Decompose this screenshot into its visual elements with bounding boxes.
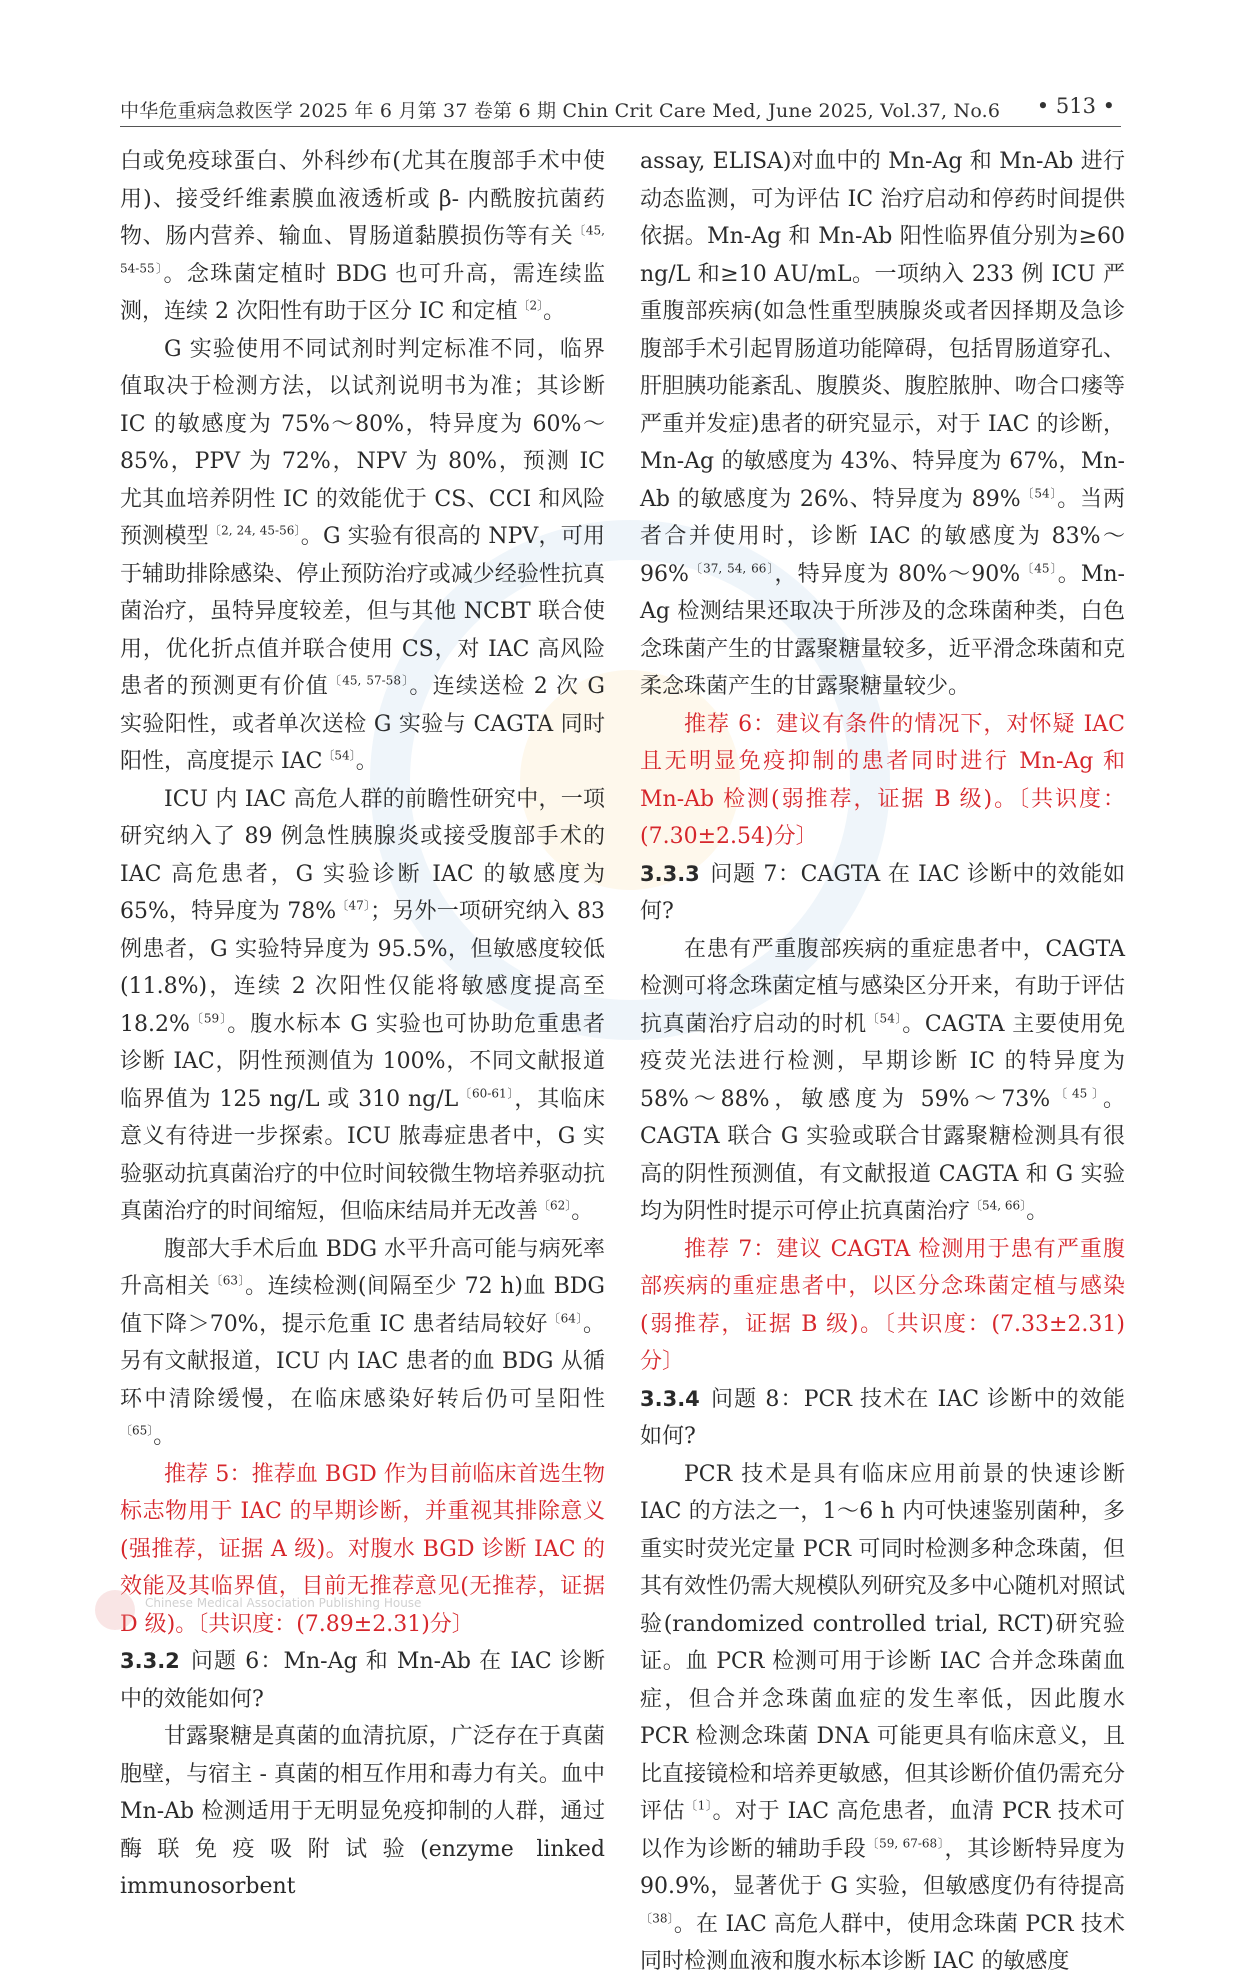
- section-heading: [640, 1381, 1125, 1456]
- recommendation: [120, 1456, 605, 1644]
- text-run: 甘露聚糖是真菌的血清抗原，广泛存在于真菌胞壁，与宿主 - 真菌的相互作用和毒力有关。血中 Mn-Ab 检测适用于无明显免疫抑制的人群，通过酶联免疫吸附试验(enzyme linked immunosorbent: [120, 1724, 605, 1899]
- recommendation: [640, 1231, 1125, 1381]
- citation: 〔45, 57-58〕: [329, 673, 410, 688]
- section-number: 3.3.4: [640, 1386, 700, 1411]
- publisher-watermark: Chinese Medical Association Publishing House: [145, 1596, 422, 1610]
- text-run: 。腹水标本 G 实验也可协助危重患者诊断 IAC，阴性预测值为 100%，不同文献报道临界值为 125 ng/L 或 310 ng/L: [120, 1011, 605, 1112]
- section-number: 3.3.2: [120, 1649, 180, 1673]
- publisher-logo-icon: [95, 1590, 135, 1630]
- text-run: 。对于 IAC 高危患者，血清 PCR 技术可以作为诊断的辅助手段: [640, 1799, 1125, 1862]
- citation: 〔2〕: [517, 298, 544, 313]
- text-run: 问题 8：PCR 技术在 IAC 诊断中的效能如何?: [640, 1386, 1125, 1449]
- running-header: [120, 92, 1121, 127]
- text-run: 。: [571, 1199, 594, 1224]
- text-run: ，特异度为 80%～90%: [774, 561, 1021, 587]
- citation: 〔1〕: [685, 1798, 713, 1813]
- citation: 〔60-61〕: [458, 1086, 515, 1101]
- body-paragraph: [640, 1456, 1125, 1981]
- citation: 〔54〕: [1020, 486, 1058, 501]
- body-paragraph: [120, 781, 605, 1231]
- citation: 〔59, 67-68〕: [866, 1836, 945, 1851]
- body-paragraph: [120, 143, 605, 331]
- text-run: 。Mn-Ag 检测结果还取决于所涉及的念珠菌种类，白色念珠菌产生的甘露聚糖量较多，近平滑念珠菌和克柔念珠菌产生的甘露聚糖量较少。: [640, 561, 1125, 699]
- text-run: ，其诊断特异度为 90.9%，显著优于 G 实验，但敏感度仍有待提高: [640, 1836, 1125, 1899]
- body-paragraph: [640, 931, 1125, 1231]
- left-column: [120, 143, 605, 1906]
- citation: 〔59〕: [189, 1011, 228, 1026]
- recommendation: [640, 706, 1125, 856]
- citation: 〔45〕: [1050, 1086, 1103, 1101]
- text-run: 。在 IAC 高危人群中，使用念珠菌 PCR 技术同时检测血液和腹水标本诊断 IAC 的敏感度: [640, 1911, 1125, 1974]
- citation: 〔65〕: [120, 1423, 154, 1438]
- text-run: 。CAGTA 联合 G 实验或联合甘露聚糖检测具有很高的阴性预测值，有文献报道 CAGTA 和 G 实验均为阴性时提示可停止抗真菌治疗: [640, 1086, 1125, 1224]
- page-number: • 513 •: [1036, 94, 1115, 118]
- citation: 〔37, 54, 66〕: [688, 561, 775, 576]
- section-number: 3.3.3: [640, 861, 700, 886]
- citation: 〔54, 66〕: [970, 1198, 1027, 1213]
- citation: 〔54〕: [866, 1011, 903, 1026]
- text-run: 推荐 5：推荐血 BGD 作为目前临床首选生物标志物用于 IAC 的早期诊断，并重视其排除意义(强推荐，证据 A 级)。对腹水 BGD 诊断 IAC 的效能及其临界值，目前无推荐意见(无推荐，证据 D 级)。〔共识度：(7.89±2.31)分〕: [120, 1461, 605, 1637]
- text-run: 腹部大手术后血 BDG 水平升高可能与病死率升高相关: [120, 1236, 605, 1299]
- text-run: 。念珠菌定植时 BDG 也可升高，需连续监测，连续 2 次阳性有助于区分 IC 和定植: [120, 261, 605, 324]
- citation: 〔62〕: [538, 1198, 572, 1213]
- citation: 〔64〕: [548, 1311, 583, 1326]
- text-run: 。连续检测(间隔至少 72 h)血 BDG 值下降＞70%，提示危重 IC 患者结局较好: [120, 1274, 605, 1337]
- body-paragraph: [120, 1231, 605, 1456]
- text-run: ；另外一项研究纳入 83 例患者，G 实验特异度为 95.5%，但敏感度较低(11.8%)，连续 2 次阳性仅能将敏感度提高至 18.2%: [120, 899, 605, 1037]
- text-run: 。另有文献报道，ICU 内 IAC 患者的血 BDG 从循环中清除缓慢，在临床感染好转后仍可呈阳性: [120, 1311, 605, 1412]
- citation: 〔2, 24, 45-56〕: [208, 523, 301, 538]
- citation: 〔45〕: [1020, 561, 1058, 576]
- text-run: 。: [1026, 1199, 1049, 1224]
- section-heading: [640, 856, 1125, 931]
- text-run: 。CAGTA 主要使用免疫荧光法进行检测，早期诊断 IC 的特异度为 58%～88%，敏感度为 59%～73%: [640, 1011, 1125, 1112]
- text-run: 。连续送检 2 次 G 实验阳性，或者单次送检 G 实验与 CAGTA 同时阳性，高度提示 IAC: [120, 674, 605, 774]
- citation: 〔38〕: [640, 1911, 674, 1926]
- citation: 〔54〕: [322, 748, 356, 763]
- text-run: 。: [355, 749, 378, 774]
- text-run: ，其临床意义有待进一步探索。ICU 脓毒症患者中，G 实验驱动抗真菌治疗的中位时间较微生物培养驱动抗真菌治疗的时间缩短，但临床结局并无改善: [120, 1086, 605, 1224]
- text-run: ICU 内 IAC 高危人群的前瞻性研究中，一项研究纳入了 89 例急性胰腺炎或接受腹部手术的 IAC 高危患者，G 实验诊断 IAC 的敏感度为 65%，特异度为 78%: [120, 786, 605, 924]
- right-column: [640, 143, 1125, 1981]
- citation: 〔63〕: [210, 1273, 246, 1288]
- text-run: assay, ELISA)对血中的 Mn-Ag 和 Mn-Ab 进行动态监测，可为评估 IC 治疗启动和停药时间提供依据。Mn-Ag 和 Mn-Ab 阳性临界值分别为≥60 ng/L 和≥10 AU/mL。一项纳入 233 例 ICU 严重腹部疾病(如急性重型胰腺炎或者因择期及急诊腹部手术引起胃肠道功能障碍，包括胃肠道穿孔、肝胆胰功能紊乱、腹膜炎、腹腔脓肿、吻合口瘘等严重并发症)患者的研究显示，对于 IAC 的诊断，Mn-Ag 的敏感度为 43%、特异度为 67%，Mn-Ab 的敏感度为 26%、特异度为 89%: [640, 149, 1125, 512]
- body-paragraph: [120, 1718, 605, 1906]
- body-paragraph: [640, 143, 1125, 706]
- body-paragraph: [120, 331, 605, 781]
- citation: 〔45, 54-55〕: [120, 223, 605, 276]
- text-run: 问题 7：CAGTA 在 IAC 诊断中的效能如何?: [640, 861, 1125, 924]
- text-run: PCR 技术是具有临床应用前景的快速诊断 IAC 的方法之一，1～6 h 内可快速鉴别菌种，多重实时荧光定量 PCR 可同时检测多种念珠菌，但其有效性仍需大规模队列研究及多中心随机对照试验(randomized controlled trial, RCT)研究验证。血 PCR 检测可用于诊断 IAC 合并念珠菌血症，但合并念珠菌血症的发生率低，因此腹水 PCR 检测念珠菌 DNA 可能更具有临床意义，且比直接镜检和培养更敏感，但其诊断价值仍需充分评估: [640, 1461, 1125, 1824]
- text-run: 推荐 7：建议 CAGTA 检测用于患有严重腹部疾病的重症患者中，以区分念珠菌定植与感染(弱推荐，证据 B 级)。〔共识度：(7.33±2.31)分〕: [640, 1236, 1125, 1374]
- text-run: 问题 6：Mn-Ag 和 Mn-Ab 在 IAC 诊断中的效能如何?: [120, 1649, 605, 1712]
- journal-info: 中华危重病急救医学 2025 年 6 月第 37 卷第 6 期 Chin Crit Care Med, June 2025, Vol.37, No.6: [120, 100, 1001, 122]
- text-run: 。当两者合并使用时，诊断 IAC 的敏感度为 83%～96%: [640, 486, 1125, 587]
- text-run: 推荐 6：建议有条件的情况下，对怀疑 IAC 且无明显免疫抑制的患者同时进行 Mn-Ag 和 Mn-Ab 检测(弱推荐，证据 B 级)。〔共识度：(7.30±2.54)分〕: [640, 711, 1125, 849]
- text-run: 白或免疫球蛋白、外科纱布(尤其在腹部手术中使用)、接受纤维素膜血液透析或 β- 内酰胺抗菌药物、肠内营养、输血、胃肠道黏膜损伤等有关: [120, 149, 605, 249]
- text-run: 。G 实验有很高的 NPV，可用于辅助排除感染、停止预防治疗或减少经验性抗真菌治疗，虽特异度较差，但与其他 NCBT 联合使用，优化折点值并联合使用 CS，对 IAC 高风险患者的预测更有价值: [120, 524, 605, 699]
- text-run: G 实验使用不同试剂时判定标准不同，临界值取决于检测方法，以试剂说明书为准；其诊断 IC 的敏感度为 75%～80%，特异度为 60%～85%，PPV 为 72%，NPV 为 80%，预测 IC 尤其血培养阴性 IC 的效能优于 CS、CCI 和风险预测模型: [120, 336, 605, 549]
- text-run: 在患有严重腹部疾病的重症患者中，CAGTA 检测可将念珠菌定植与感染区分开来，有助于评估抗真菌治疗启动的时机: [640, 936, 1125, 1037]
- citation: 〔47〕: [336, 898, 371, 913]
- text-run: 。: [543, 299, 566, 324]
- section-heading: [120, 1643, 605, 1718]
- text-run: 。: [153, 1424, 176, 1449]
